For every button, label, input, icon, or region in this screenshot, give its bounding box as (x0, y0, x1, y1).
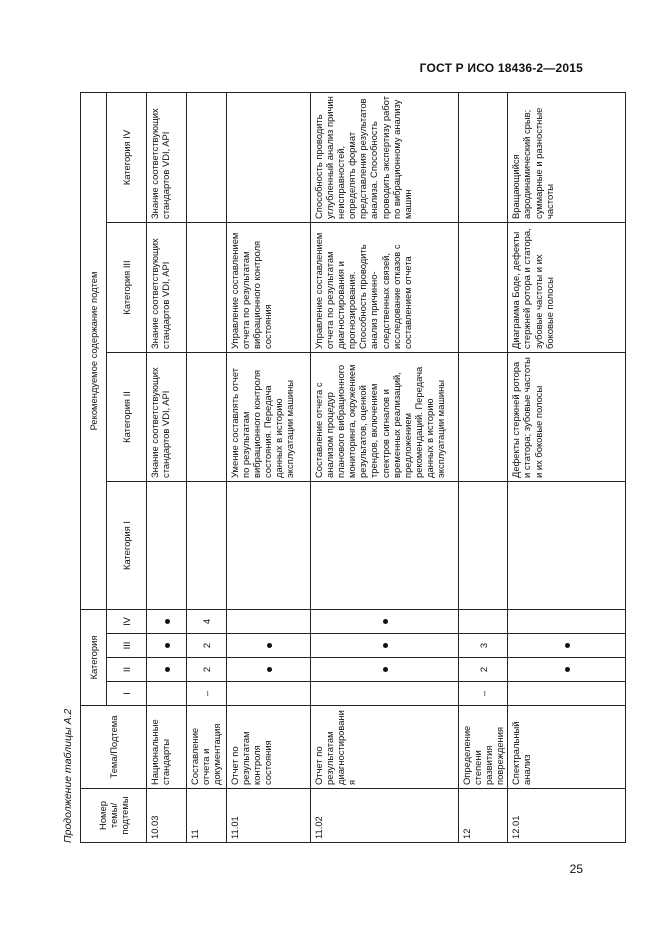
curriculum-table (80, 92, 626, 843)
content-cell (459, 481, 508, 609)
category-mark (147, 609, 187, 633)
document-code: ГОСТ Р ИСО 18436-2—2015 (419, 61, 583, 75)
content-cell: Составление отчета с анализом процедур планового вибрационного мониторинга, окружением результатов, оценкой трендов, включением спектров сигналов и временных реализаций, предложением рекомендаций. Передача данных в историю эксплуатации машины (311, 352, 459, 481)
category-mark (508, 634, 626, 658)
content-cell: Вращающийся аэродинамический срыв; суммарные и разностные частоты (508, 92, 626, 222)
category-mark: – (187, 682, 227, 706)
bullet-dot-icon (165, 667, 170, 672)
header-content-group: Рекомендуемое содержание подтем (81, 92, 107, 609)
content-cell (459, 92, 508, 222)
row-number: 12.01 (508, 789, 626, 843)
row-topic: Определение степени развития повреждения (459, 706, 508, 789)
content-cell (227, 92, 311, 222)
content-cell (187, 222, 227, 352)
category-mark (508, 658, 626, 682)
category-mark: 3 (459, 634, 508, 658)
header-category-iv: IV (107, 609, 147, 633)
content-cell (459, 352, 508, 481)
table-row (311, 92, 459, 842)
content-cell: Диаграмма Боде, дефекты стержней ротора и статора, зубовые частоты и их боковые полосы (508, 222, 626, 352)
content-cell (311, 481, 459, 609)
content-cell (147, 481, 187, 609)
table-row (459, 92, 508, 842)
category-mark: 2 (187, 634, 227, 658)
bullet-dot-icon (165, 619, 170, 624)
category-mark: 2 (187, 658, 227, 682)
category-mark (311, 609, 459, 633)
content-cell: Дефекты стержней ротора и статора; зубовые частоты и их боковые полосы (508, 352, 626, 481)
page-number: 25 (569, 862, 583, 876)
header-content-category-ii: Категория II (107, 352, 147, 481)
content-cell: Управление составлением отчета по результатам вибрационного контроля состояния (227, 222, 311, 352)
row-number: 11 (187, 789, 227, 843)
table-row (508, 92, 626, 842)
table-row (147, 92, 187, 842)
table-row (227, 92, 311, 842)
content-cell (459, 222, 508, 352)
row-number: 10.03 (147, 789, 187, 843)
rotated-table-block (60, 93, 583, 843)
category-mark: 4 (187, 609, 227, 633)
content-cell (508, 481, 626, 609)
row-number: 11.02 (311, 789, 459, 843)
header-number: Номер темы/ подтемы (81, 789, 147, 843)
header-category-ii: II (107, 658, 147, 682)
bullet-dot-icon (267, 643, 272, 648)
category-mark (147, 682, 187, 706)
content-cell: Знание соответствующих стандартов VDI, API (147, 352, 187, 481)
category-mark (227, 609, 311, 633)
content-cell: Управление составлением отчета по результатам диагностирования и прогнозирования. Способность проводить анализ причинно-следственных связей, исследование отказов с составлением отчета (311, 222, 459, 352)
bullet-dot-icon (165, 643, 170, 648)
category-mark (508, 609, 626, 633)
bullet-dot-icon (383, 643, 388, 648)
header-content-category-iii: Категория III (107, 222, 147, 352)
bullet-dot-icon (267, 667, 272, 672)
table-caption: Продолжение таблицы А.2 (62, 708, 74, 843)
header-content-category-i: Категория I (107, 481, 147, 609)
content-cell: Способность проводить углубленный анализ причин неисправностей, определять формат представления результатов анализа. Способность проводить экспертизу работ по вибрационному анализу машин (311, 92, 459, 222)
row-number: 11.01 (227, 789, 311, 843)
row-number: 12 (459, 789, 508, 843)
content-cell: Знание соответствующих стандартов VDI, API (147, 222, 187, 352)
row-topic: Составление отчета и документация (187, 706, 227, 789)
bullet-dot-icon (383, 619, 388, 624)
category-mark (147, 658, 187, 682)
content-cell (187, 481, 227, 609)
header-category-i: I (107, 682, 147, 706)
category-mark (227, 634, 311, 658)
header-category-iii: III (107, 634, 147, 658)
row-topic: Национальные стандарты (147, 706, 187, 789)
category-mark (508, 682, 626, 706)
bullet-dot-icon (565, 643, 570, 648)
bullet-dot-icon (383, 667, 388, 672)
content-cell (187, 92, 227, 222)
category-mark (311, 634, 459, 658)
row-topic: Спектральный анализ (508, 706, 626, 789)
content-cell (187, 352, 227, 481)
category-mark (227, 658, 311, 682)
content-cell (227, 481, 311, 609)
header-content-category-iv: Категория IV (107, 92, 147, 222)
table-body (147, 92, 626, 842)
category-mark (311, 682, 459, 706)
category-mark (227, 682, 311, 706)
content-cell: Знание соответствующих стандартов VDI, API (147, 92, 187, 222)
bullet-dot-icon (565, 667, 570, 672)
category-mark: 2 (459, 658, 508, 682)
category-mark (311, 658, 459, 682)
row-topic: Отчет по результатам контроля состояния (227, 706, 311, 789)
row-topic: Отчет по результатам диагностирования (311, 706, 459, 789)
category-mark: – (459, 682, 508, 706)
category-mark (147, 634, 187, 658)
header-topic: Тема/Подтема (81, 706, 147, 789)
category-mark (459, 609, 508, 633)
header-category-group: Категория (81, 609, 107, 705)
content-cell: Умение составлять отчет по результатам вибрационного контроля состояния. Передача данных в историю эксплуатации машины (227, 352, 311, 481)
table-row (187, 92, 227, 842)
